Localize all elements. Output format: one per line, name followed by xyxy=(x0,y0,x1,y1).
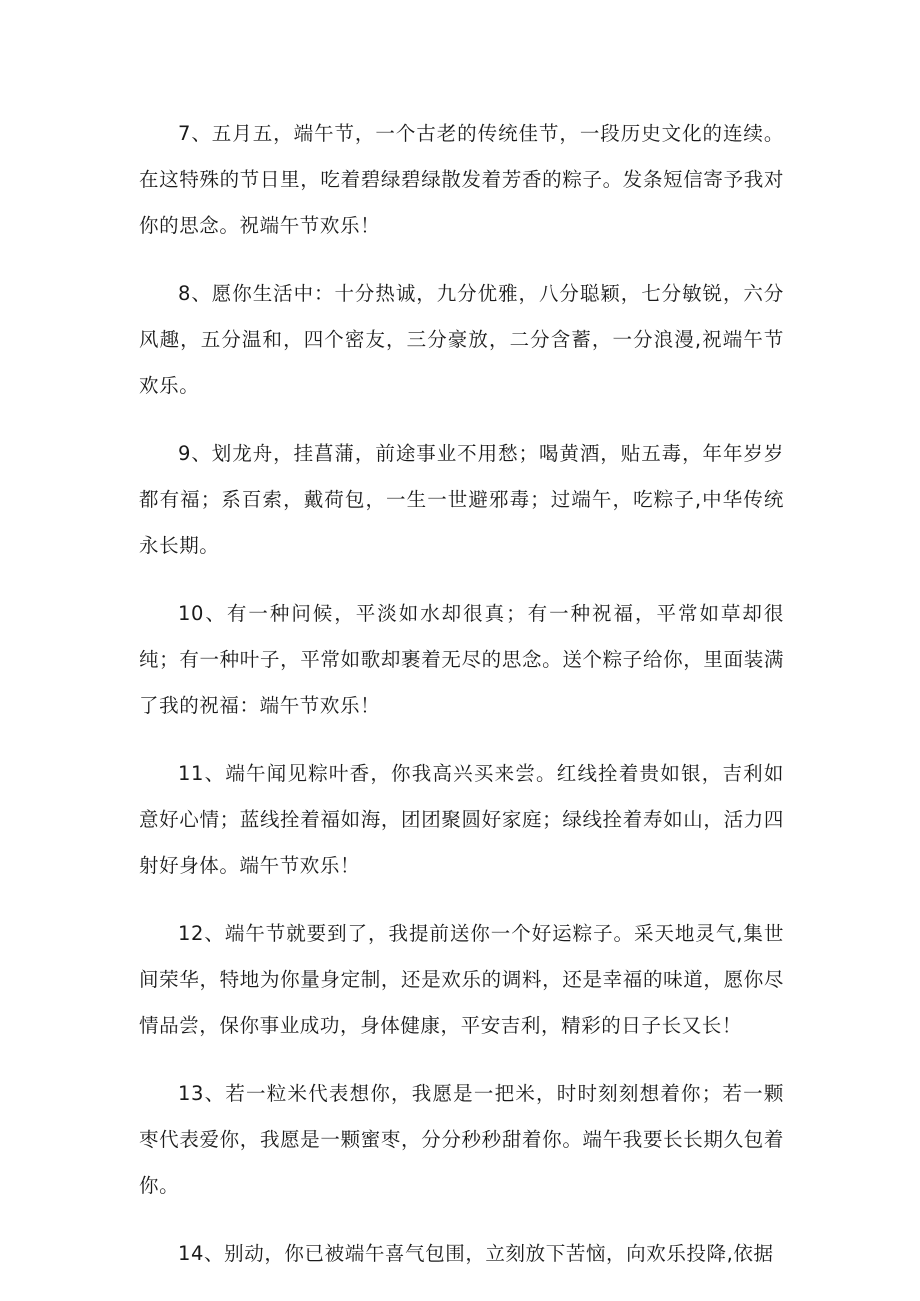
paragraph-11: 11、端午闻见粽叶香，你我高兴买来尝。红线拴着贵如银，吉利如意好心情；蓝线拴着福如海，团团聚圆好家庭；绿线拴着寿如山，活力四射好身体。端午节欢乐！ xyxy=(139,762,784,877)
document-body xyxy=(139,111,784,1277)
paragraph-13: 13、若一粒米代表想你，我愿是一把米，时时刻刻想着你；若一颗枣代表爱你，我愿是一颗蜜枣，分分秒秒甜着你。端午我要长长期久包着你。 xyxy=(139,1082,784,1197)
paragraph-12: 12、端午节就要到了，我提前送你一个好运粽子。采天地灵气,集世间荣华，特地为你量身定制，还是欢乐的调料，还是幸福的味道，愿你尽情品尝，保你事业成功，身体健康，平安吉利，精彩的日子长又长！ xyxy=(139,922,784,1037)
paragraph-7: 7、五月五，端午节，一个古老的传统佳节，一段历史文化的连续。在这特殊的节日里，吃着碧绿碧绿散发着芳香的粽子。发条短信寄予我对你的思念。祝端午节欢乐！ xyxy=(139,122,784,237)
paragraph-9: 9、划龙舟，挂菖蒲，前途事业不用愁；喝黄酒，贴五毒，年年岁岁都有福；系百索，戴荷包，一生一世避邪毒；过端午，吃粽子,中华传统永长期。 xyxy=(139,442,784,557)
paragraph-8: 8、愿你生活中：十分热诚，九分优雅，八分聪颖，七分敏锐，六分风趣，五分温和，四个密友，三分豪放，二分含蓄，一分浪漫,祝端午节欢乐。 xyxy=(139,282,784,397)
paragraph-10: 10、有一种问候，平淡如水却很真；有一种祝福，平常如草却很纯；有一种叶子，平常如歌却裹着无尽的思念。送个粽子给你，里面装满了我的祝福：端午节欢乐！ xyxy=(139,602,784,717)
paragraph-14: 14、别动，你已被端午喜气包围，立刻放下苦恼，向欢乐投降,依据 xyxy=(178,1242,774,1265)
